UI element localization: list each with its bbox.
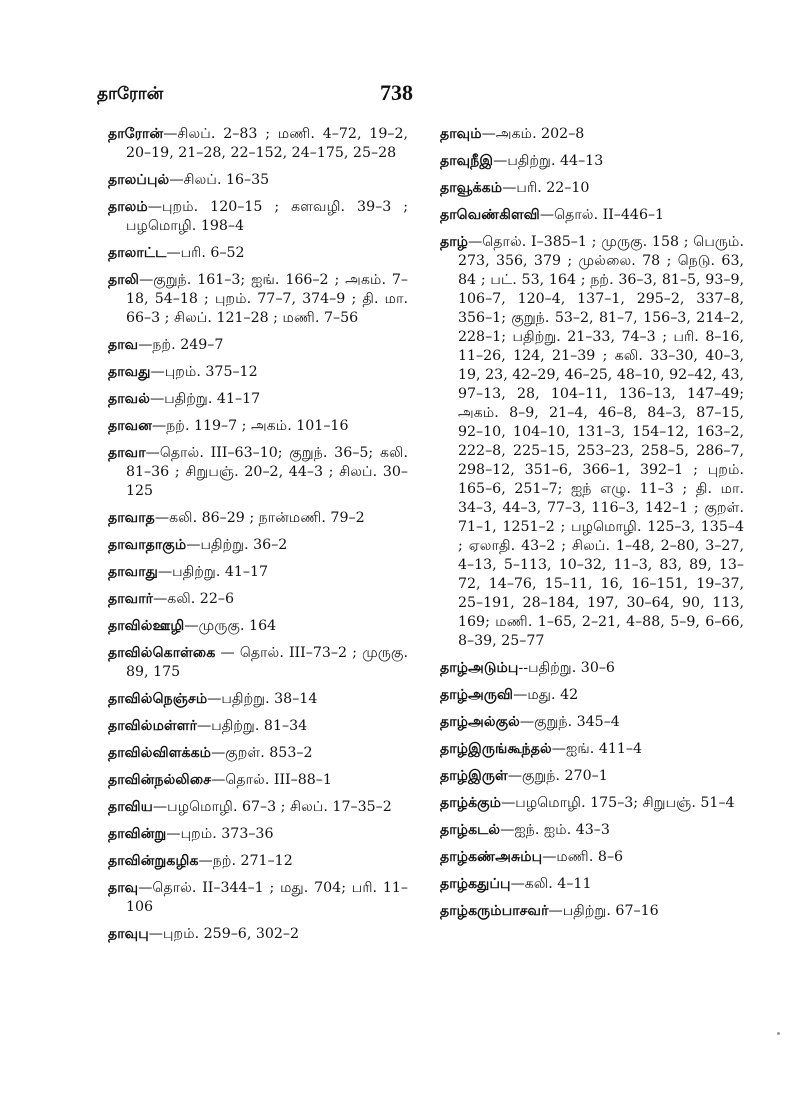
- entry-references: —கலி. 4–11: [510, 876, 592, 892]
- entry-headword: தாவில்மள்ளர்: [108, 718, 198, 734]
- index-entry: [440, 659, 744, 678]
- index-entry: [108, 363, 408, 382]
- index-entry: [108, 690, 408, 709]
- index-entry: [108, 879, 408, 917]
- index-entry: [440, 125, 744, 144]
- index-entry: [108, 617, 408, 636]
- entry-headword: தாவா: [108, 445, 146, 461]
- entry-headword: தாவு: [108, 880, 139, 896]
- index-entry: [440, 152, 744, 171]
- entry-headword: தாவது: [108, 364, 151, 380]
- entry-references: —சிலப். 16–35: [169, 172, 270, 188]
- right-column: [440, 125, 744, 929]
- index-entry: [440, 179, 744, 198]
- index-entry: [440, 206, 744, 225]
- entry-references: —பதிற்று. 41–17: [150, 391, 261, 407]
- entry-references: —குறுந். 161–3; ஐங். 166–2 ; அகம். 7–18, 54–18 ; புறம். 77–7, 374–9 ; தி. மா. 66–3 ; சிலப். 121–28 ; மணி. 7–56: [126, 272, 408, 326]
- index-entry: [108, 536, 408, 555]
- entry-references: —ஐங். 411–4: [551, 741, 643, 757]
- index-entry: [440, 233, 744, 651]
- entry-headword: தாழ்: [440, 234, 469, 250]
- entry-headword: தாவில்விளக்கம்: [108, 745, 212, 761]
- scan-speck: [777, 1032, 780, 1035]
- entry-references: —சிலப். 2–83 ; மணி. 4–72, 19–2, 20–19, 21–28, 22–152, 24–175, 25–28: [126, 126, 408, 161]
- entry-headword: தாவல்: [108, 391, 151, 407]
- entry-references: —பழமொழி. 67–3 ; சிலப். 17–35–2: [152, 799, 392, 815]
- entry-headword: தாரோன்: [108, 126, 164, 142]
- entry-references: —பதிற்று. 36–2: [186, 537, 288, 553]
- entry-references: —பழமொழி. 175–3; சிறுபஞ். 51–4: [501, 795, 735, 811]
- entry-headword: தாவாத: [108, 510, 155, 526]
- entry-headword: தாலாட்ட: [108, 245, 167, 261]
- entry-references: —பரி. 22–10: [502, 180, 590, 196]
- entry-headword: தாவின்றுகழிக: [108, 853, 199, 869]
- entry-headword: தாவின்று: [108, 826, 167, 842]
- entry-headword: தாவன: [108, 418, 152, 434]
- entry-references: —நற். 119–7 ; அகம். 101–16: [152, 418, 349, 434]
- entry-references: —மணி. 8–6: [542, 849, 624, 865]
- entry-references: —ஐந். ஐம். 43–3: [500, 822, 610, 838]
- entry-references: --பதிற்று. 30–6: [518, 660, 615, 676]
- entry-references: —பதிற்று. 41–17: [157, 564, 269, 580]
- entry-references: —பரி. 6–52: [166, 245, 245, 261]
- index-entry: [108, 125, 408, 163]
- entry-headword: தாவில்கொள்கை: [108, 645, 216, 661]
- index-entry: [108, 852, 408, 871]
- entry-references: —குறள். 853–2: [211, 745, 313, 761]
- index-entry: [108, 171, 408, 190]
- entry-references: —மது. 42: [513, 687, 579, 703]
- entry-headword: தாவாது: [108, 564, 158, 580]
- index-entry: [108, 798, 408, 817]
- entry-references: —புறம். 259–6, 302–2: [148, 926, 300, 942]
- index-entry: [440, 686, 744, 705]
- entry-references: —பதிற்று. 44–13: [493, 153, 604, 169]
- entry-headword: தாவுபு: [108, 926, 149, 942]
- entry-references: —கலி. 86–29 ; நான்மணி. 79–2: [154, 510, 365, 526]
- entry-headword: தாவில்நெஞ்சம்: [108, 691, 208, 707]
- entry-headword: தாவெண்கிளவி: [440, 207, 540, 223]
- index-entry: [108, 336, 408, 355]
- entry-headword: தாழ்க்கும்: [440, 795, 502, 811]
- index-entry: [440, 875, 744, 894]
- index-entry: [108, 417, 408, 436]
- entry-headword: தாழ்இருங்கூந்தல்: [440, 741, 552, 757]
- entry-headword: தாவூக்கம்: [440, 180, 503, 196]
- entry-references: —குறுந். 270–1: [507, 768, 608, 784]
- entry-headword: தாலி: [108, 272, 140, 288]
- index-entry: [108, 244, 408, 263]
- entry-references: —பதிற்று. 38–14: [207, 691, 318, 707]
- index-entry: [108, 744, 408, 763]
- entry-headword: தாலம்: [108, 199, 148, 215]
- index-entry: [440, 821, 744, 840]
- entry-references: —புறம். 375–12: [150, 364, 258, 380]
- index-entry: [108, 825, 408, 844]
- index-entry: [108, 509, 408, 528]
- index-entry: [108, 590, 408, 609]
- entry-headword: தாழ்இருள்: [440, 768, 508, 784]
- entry-headword: தாழ்அடும்பு: [440, 660, 519, 676]
- entry-headword: தாவார்: [108, 591, 154, 607]
- entry-references: —நற். 271–12: [198, 853, 293, 869]
- index-entry: [440, 713, 744, 732]
- running-head: தாரோன்: [97, 84, 164, 104]
- index-entry: [108, 271, 408, 328]
- entry-references: —குறுந். 345–4: [519, 714, 620, 730]
- entry-headword: தாலப்புல்: [108, 172, 170, 188]
- entry-headword: தாழ்அல்குல்: [440, 714, 520, 730]
- entry-references: —அகம். 202–8: [481, 126, 585, 142]
- entry-headword: தாவும்: [440, 126, 482, 142]
- entry-references: —புறம். 120–15 ; களவழி. 39–3 ; பழமொழி. 198–4: [126, 199, 408, 234]
- entry-headword: தாழ்கரும்பாசவர்: [440, 903, 549, 919]
- entry-headword: தாவ: [108, 337, 139, 353]
- entry-references: —தொல். II–446–1: [539, 207, 665, 223]
- entry-references: — தொல். III–73–2 ; முருகு. 89, 175: [126, 645, 408, 680]
- left-column: [108, 125, 408, 952]
- entry-references: —தொல். III–63–10; குறுந். 36–5; கலி. 81–36 ; சிறுபஞ். 20–2, 44–3 ; சிலப். 30–125: [126, 445, 408, 499]
- index-entry: [440, 902, 744, 921]
- index-entry: [108, 644, 408, 682]
- index-entry: [440, 740, 744, 759]
- index-entry: [108, 925, 408, 944]
- entry-headword: தாழ்அருவி: [440, 687, 514, 703]
- entry-references: —தொல். III–88–1: [211, 772, 332, 788]
- entry-headword: தாவாதாகும்: [108, 537, 187, 553]
- entry-references: —கலி. 22–6: [153, 591, 234, 607]
- index-entry: [440, 794, 744, 813]
- entry-headword: தாவில்ஊழி: [108, 618, 185, 634]
- entry-headword: தாவின்நல்லிசை: [108, 772, 212, 788]
- index-entry: [108, 198, 408, 236]
- index-entry: [108, 563, 408, 582]
- index-entry: [108, 444, 408, 501]
- entry-headword: தாழ்கடல்: [440, 822, 501, 838]
- index-entry: [108, 771, 408, 790]
- index-entry: [108, 717, 408, 736]
- entry-references: —முருகு. 164: [184, 618, 277, 634]
- entry-headword: தாவிய: [108, 799, 153, 815]
- entry-references: —நற். 249–7: [138, 337, 224, 353]
- entry-references: —பதிற்று. 67–16: [548, 903, 659, 919]
- entry-references: —தொல். II–344–1 ; மது. 704; பரி. 11–106: [126, 880, 408, 915]
- entry-references: —பதிற்று. 81–34: [197, 718, 308, 734]
- entry-headword: தாழ்கதுப்பு: [440, 876, 511, 892]
- index-entry: [440, 848, 744, 867]
- entry-headword: தாவுநீஇ: [440, 153, 494, 169]
- index-entry: [108, 390, 408, 409]
- entry-references: —புறம். 373–36: [166, 826, 274, 842]
- entry-headword: தாழ்கண்அசும்பு: [440, 849, 543, 865]
- index-entry: [440, 767, 744, 786]
- entry-references: —தொல். I–385–1 ; முருகு. 158 ; பெரும். 273, 356, 379 ; முல்லை. 78 ; நெடு. 63, 84 ; பட். 53, 164 ; நற். 36–3, 81–5, 93–9, 106–7, 120–4, 137–1, 295–2, 337–8, 356–1; குறுந். 53–2, 81–7, 156–3, 214–2, 228–1; பதிற்று. 21–33, 74–3 ; பரி. 8–16, 11–26, 124, 21–39 ; கலி. 33–30, 40–3, 19, 23, 42–29, 46–25, 48–10, 92–42, 43, 97–13, 28, 104–11, 136–13, 147–49; அகம். 8–9, 21–4, 46–8, 84–3, 87–15, 92–10, 104–10, 131–3, 154–12, 163–2, 222–8, 225–15, 253–23, 258–5, 286–7, 298–12, 351–6, 366–1, 392–1 ; புறம். 165–6, 251–7; ஐந் எழு. 11–3 ; தி. மா. 34–3, 44–3, 77–3, 116–3, 142–1 ; குறள். 71–1, 1251–2 ; பழமொழி. 125–3, 135–4 ; ஏலாதி. 43–2 ; சிலப். 1–48, 2–80, 3–27, 4–13, 5–113, 10–32, 11–3, 83, 89, 13–72, 14–76, 15–11, 16, 16–151, 19–37, 25–191, 28–184, 197, 30–64, 90, 113, 169; மணி. 1–65, 2–21, 4–88, 5–9, 6–66, 8–39, 25–77: [458, 234, 744, 649]
- page-number: 738: [380, 80, 413, 105]
